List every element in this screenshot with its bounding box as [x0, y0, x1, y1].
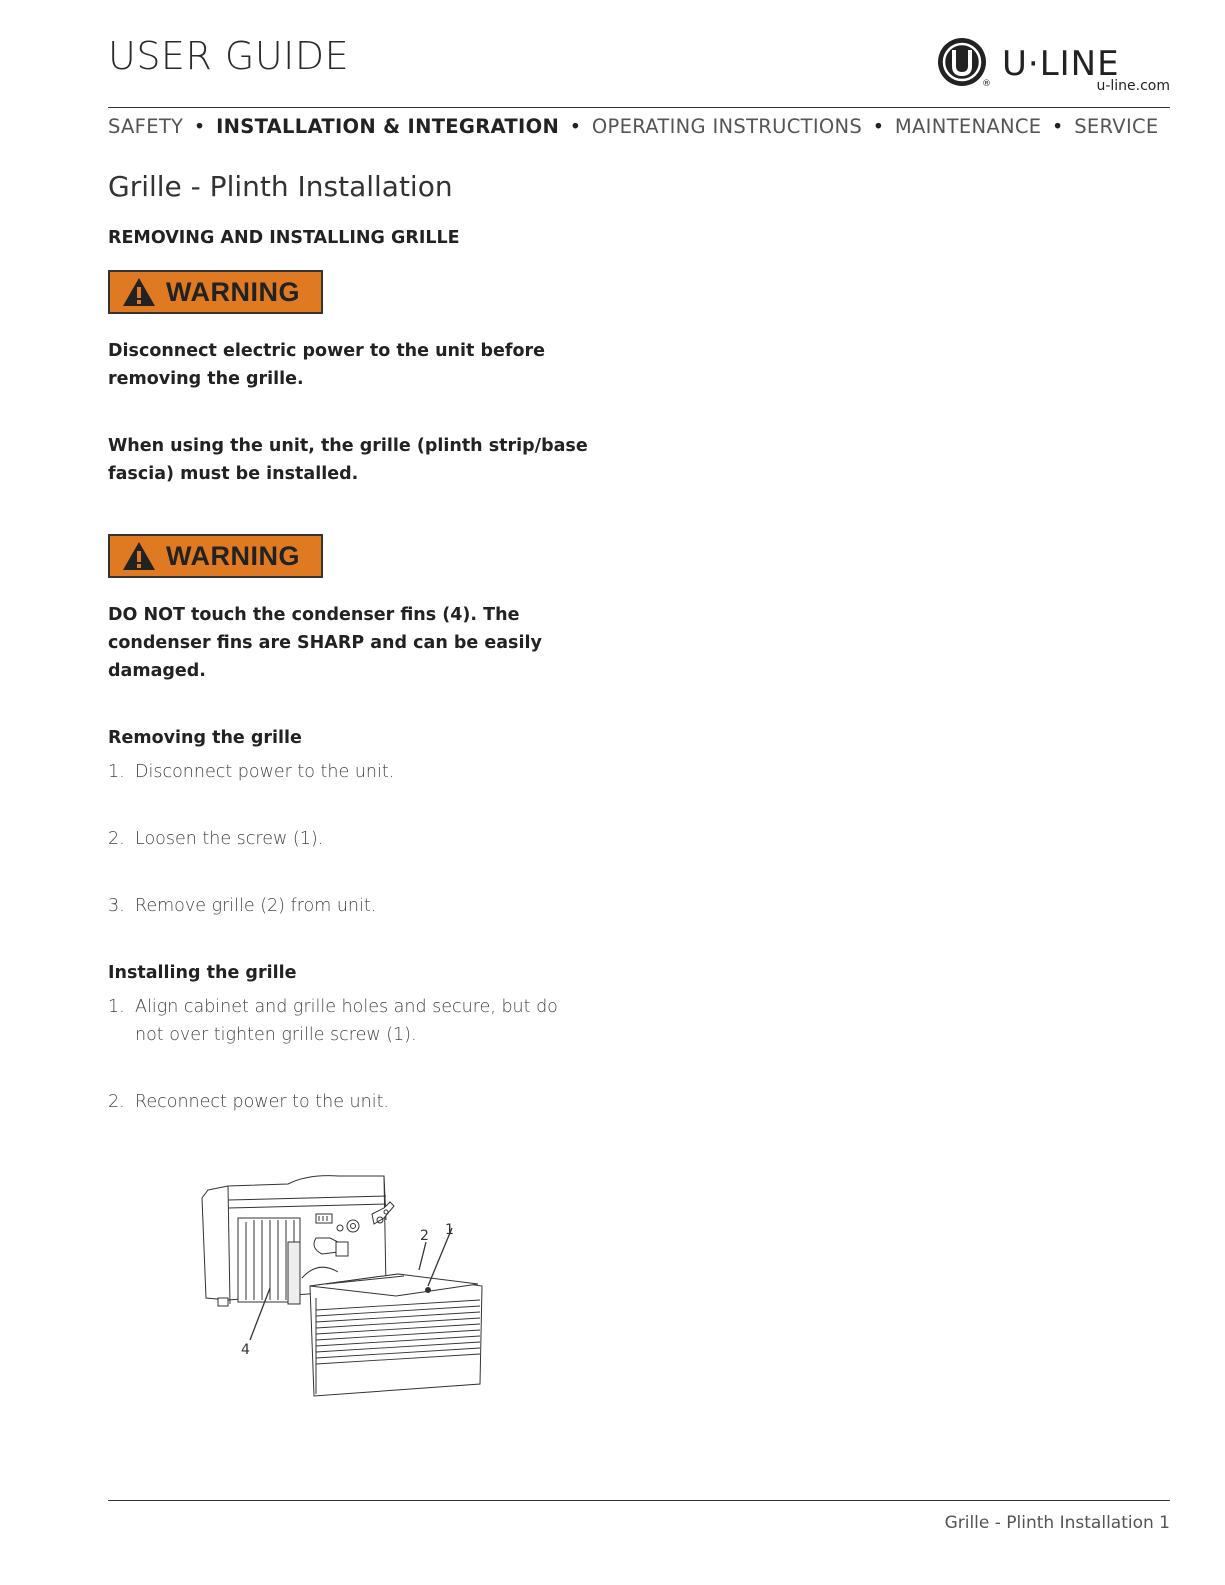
warning-label: [108, 270, 323, 314]
nav-item-maintenance: MAINTENANCE: [894, 115, 1042, 138]
warning-triangle-icon: [122, 276, 156, 308]
nav-item-operating: OPERATING INSTRUCTIONS: [591, 115, 863, 138]
list-item: [108, 1088, 588, 1116]
callout-label: 4: [241, 1342, 250, 1358]
warning-text: WARNING: [166, 540, 300, 571]
nav-item-safety: SAFETY: [108, 115, 184, 138]
subsection-heading-installing: Installing the grille: [108, 963, 297, 983]
step-number: 1.: [108, 762, 125, 782]
nav-item-service: SERVICE: [1074, 115, 1159, 138]
callout-label: 1: [445, 1222, 454, 1238]
grille-removal-illustration: [198, 1168, 494, 1404]
step-number: 1.: [108, 997, 125, 1017]
step-text: Loosen the screw (1).: [135, 829, 324, 849]
subsection-heading-removing: Removing the grille: [108, 728, 302, 748]
page-footer: Grille - Plinth Installation 1: [944, 1513, 1170, 1533]
list-item: [108, 892, 588, 920]
document-title: USER GUIDE: [108, 34, 350, 78]
step-number: 3.: [108, 896, 125, 916]
list-item: [108, 758, 588, 786]
section-heading: REMOVING AND INSTALLING GRILLE: [108, 228, 460, 248]
warning-paragraph: When using the unit, the grille (plinth strip/base fascia) must be installed.: [108, 436, 588, 484]
list-item: [108, 825, 588, 853]
warning-paragraph: DO NOT touch the condenser fins (4). The condenser fins are SHARP and can be easily damaged.: [108, 605, 542, 681]
brand-wordmark: U·LINE: [1002, 44, 1120, 84]
nav-separator: •: [569, 115, 582, 138]
footer-divider: [108, 1500, 1170, 1501]
nav-item-installation: INSTALLATION & INTEGRATION: [216, 115, 560, 138]
warning-paragraph: Disconnect electric power to the unit before removing the grille.: [108, 341, 546, 389]
warning-text: WARNING: [166, 276, 300, 307]
nav-separator: •: [872, 115, 885, 138]
step-number: 2.: [108, 829, 125, 849]
registered-mark: ®: [982, 79, 991, 89]
step-text: Align cabinet and grille holes and secure, but do not over tighten grille screw (1).: [135, 997, 558, 1045]
step-text: Remove grille (2) from unit.: [135, 896, 377, 916]
warning-label: [108, 534, 323, 578]
section-navigation: [108, 115, 1170, 138]
step-text: Reconnect power to the unit.: [135, 1092, 389, 1112]
nav-separator: •: [1051, 115, 1064, 138]
warning-triangle-icon: [122, 540, 156, 572]
step-number: 2.: [108, 1092, 125, 1112]
brand-url: u-line.com: [1096, 78, 1170, 94]
nav-separator: •: [193, 115, 206, 138]
page-title: Grille - Plinth Installation: [108, 170, 453, 203]
list-item: [108, 993, 588, 1049]
header-divider: [108, 107, 1170, 108]
step-text: Disconnect power to the unit.: [135, 762, 395, 782]
callout-label: 2: [420, 1228, 429, 1244]
